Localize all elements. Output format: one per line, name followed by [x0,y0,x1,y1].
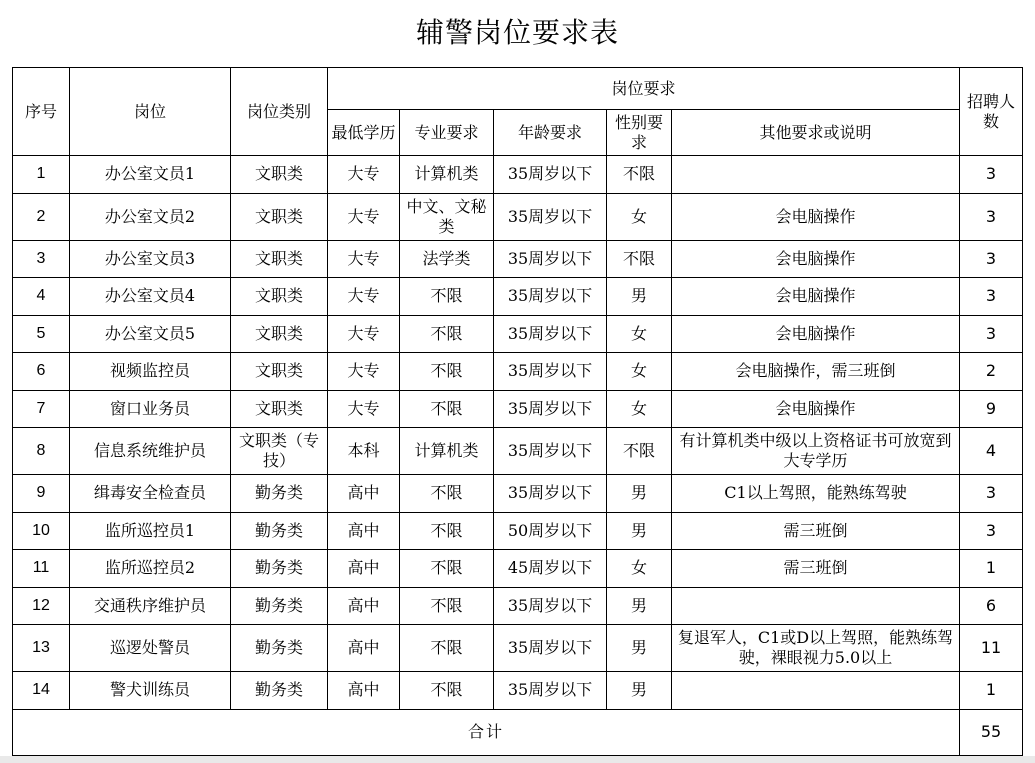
cell-education: 大专 [328,240,400,278]
table-row [13,315,1023,353]
cell-other: 需三班倒 [672,512,960,550]
cell-age: 45周岁以下 [494,550,607,588]
cell-count: 1 [960,550,1023,588]
cell-position: 办公室文员5 [70,315,231,353]
cell-gender: 女 [607,390,672,428]
cell-category: 勤务类 [231,475,328,513]
header-major: 专业要求 [400,110,494,156]
cell-gender: 女 [607,353,672,391]
cell-no: 10 [13,512,70,550]
cell-age: 35周岁以下 [494,353,607,391]
cell-other: C1以上驾照，能熟练驾驶 [672,475,960,513]
cell-age: 50周岁以下 [494,512,607,550]
header-education: 最低学历 [328,110,400,156]
cell-major: 不限 [400,475,494,513]
cell-education: 高中 [328,625,400,672]
cell-no: 2 [13,193,70,240]
table-row [13,193,1023,240]
cell-other: 会电脑操作 [672,390,960,428]
cell-age: 35周岁以下 [494,672,607,710]
cell-age: 35周岁以下 [494,390,607,428]
cell-category: 文职类 [231,193,328,240]
cell-category: 文职类 [231,353,328,391]
cell-major: 不限 [400,550,494,588]
cell-age: 35周岁以下 [494,587,607,625]
cell-other [672,156,960,194]
cell-major: 不限 [400,390,494,428]
cell-education: 大专 [328,193,400,240]
cell-other: 会电脑操作，需三班倒 [672,353,960,391]
cell-gender: 男 [607,625,672,672]
cell-position: 缉毒安全检查员 [70,475,231,513]
header-count: 招聘人数 [960,68,1023,156]
cell-gender: 女 [607,193,672,240]
cell-count: 3 [960,475,1023,513]
cell-age: 35周岁以下 [494,625,607,672]
cell-category: 勤务类 [231,550,328,588]
header-no: 序号 [13,68,70,156]
cell-no: 4 [13,278,70,316]
cell-other: 会电脑操作 [672,240,960,278]
bottom-scroll-strip [0,756,1035,763]
table-row [13,512,1023,550]
cell-count: 6 [960,587,1023,625]
cell-position: 巡逻处警员 [70,625,231,672]
cell-education: 高中 [328,512,400,550]
cell-category: 勤务类 [231,625,328,672]
cell-other: 会电脑操作 [672,315,960,353]
cell-major: 不限 [400,278,494,316]
table-row [13,475,1023,513]
requirements-table [12,67,1023,756]
cell-position: 监所巡控员1 [70,512,231,550]
table-row [13,240,1023,278]
cell-count: 3 [960,278,1023,316]
cell-gender: 男 [607,278,672,316]
cell-age: 35周岁以下 [494,193,607,240]
cell-education: 高中 [328,672,400,710]
cell-category: 勤务类 [231,587,328,625]
cell-category: 文职类（专技） [231,428,328,475]
table-row [13,587,1023,625]
cell-other [672,672,960,710]
total-value: 55 [960,709,1023,755]
cell-position: 警犬训练员 [70,672,231,710]
cell-major: 不限 [400,672,494,710]
table-row [13,550,1023,588]
cell-age: 35周岁以下 [494,315,607,353]
cell-gender: 不限 [607,428,672,475]
table-row [13,672,1023,710]
cell-category: 文职类 [231,278,328,316]
cell-gender: 不限 [607,240,672,278]
cell-major: 不限 [400,587,494,625]
header-other: 其他要求或说明 [672,110,960,156]
cell-position: 办公室文员3 [70,240,231,278]
cell-count: 4 [960,428,1023,475]
cell-position: 监所巡控员2 [70,550,231,588]
cell-gender: 不限 [607,156,672,194]
cell-no: 7 [13,390,70,428]
cell-major: 法学类 [400,240,494,278]
cell-position: 视频监控员 [70,353,231,391]
cell-position: 办公室文员4 [70,278,231,316]
cell-other: 会电脑操作 [672,278,960,316]
table-row [13,156,1023,194]
cell-no: 8 [13,428,70,475]
cell-no: 12 [13,587,70,625]
cell-count: 3 [960,156,1023,194]
cell-major: 不限 [400,625,494,672]
cell-no: 13 [13,625,70,672]
header-requirements: 岗位要求 [328,68,960,110]
cell-gender: 男 [607,512,672,550]
cell-no: 14 [13,672,70,710]
cell-count: 11 [960,625,1023,672]
cell-other: 复退军人，C1或D以上驾照，能熟练驾驶，裸眼视力5.0以上 [672,625,960,672]
cell-education: 高中 [328,587,400,625]
cell-position: 窗口业务员 [70,390,231,428]
table-row [13,353,1023,391]
header-category: 岗位类别 [231,68,328,156]
cell-major: 不限 [400,512,494,550]
cell-gender: 男 [607,672,672,710]
cell-position: 办公室文员2 [70,193,231,240]
cell-position: 信息系统维护员 [70,428,231,475]
table-row [13,278,1023,316]
table-row [13,428,1023,475]
cell-major: 计算机类 [400,156,494,194]
cell-category: 勤务类 [231,512,328,550]
cell-other: 会电脑操作 [672,193,960,240]
cell-no: 5 [13,315,70,353]
header-gender: 性别要求 [607,110,672,156]
page-title: 辅警岗位要求表 [415,16,619,49]
cell-position: 交通秩序维护员 [70,587,231,625]
cell-count: 3 [960,512,1023,550]
cell-education: 高中 [328,475,400,513]
cell-category: 文职类 [231,156,328,194]
cell-other: 有计算机类中级以上资格证书可放宽到大专学历 [672,428,960,475]
cell-count: 1 [960,672,1023,710]
cell-count: 9 [960,390,1023,428]
cell-no: 11 [13,550,70,588]
cell-category: 文职类 [231,315,328,353]
cell-education: 大专 [328,156,400,194]
header-position: 岗位 [70,68,231,156]
cell-other: 需三班倒 [672,550,960,588]
cell-other [672,587,960,625]
cell-gender: 女 [607,315,672,353]
table-row [13,390,1023,428]
cell-gender: 男 [607,475,672,513]
cell-no: 9 [13,475,70,513]
cell-education: 大专 [328,315,400,353]
total-row [13,709,1023,755]
cell-age: 35周岁以下 [494,428,607,475]
cell-major: 计算机类 [400,428,494,475]
cell-no: 3 [13,240,70,278]
cell-no: 6 [13,353,70,391]
cell-count: 3 [960,193,1023,240]
cell-education: 本科 [328,428,400,475]
cell-age: 35周岁以下 [494,278,607,316]
cell-age: 35周岁以下 [494,475,607,513]
cell-no: 1 [13,156,70,194]
cell-position: 办公室文员1 [70,156,231,194]
cell-education: 大专 [328,390,400,428]
cell-major: 不限 [400,315,494,353]
total-label: 合计 [13,709,960,755]
cell-category: 文职类 [231,240,328,278]
cell-education: 高中 [328,550,400,588]
cell-age: 35周岁以下 [494,156,607,194]
cell-category: 勤务类 [231,672,328,710]
cell-count: 3 [960,315,1023,353]
table-row [13,625,1023,672]
cell-major: 不限 [400,353,494,391]
cell-category: 文职类 [231,390,328,428]
cell-gender: 女 [607,550,672,588]
header-age: 年龄要求 [494,110,607,156]
cell-count: 2 [960,353,1023,391]
cell-count: 3 [960,240,1023,278]
cell-gender: 男 [607,587,672,625]
cell-education: 大专 [328,353,400,391]
cell-major: 中文、文秘类 [400,193,494,240]
cell-education: 大专 [328,278,400,316]
cell-age: 35周岁以下 [494,240,607,278]
